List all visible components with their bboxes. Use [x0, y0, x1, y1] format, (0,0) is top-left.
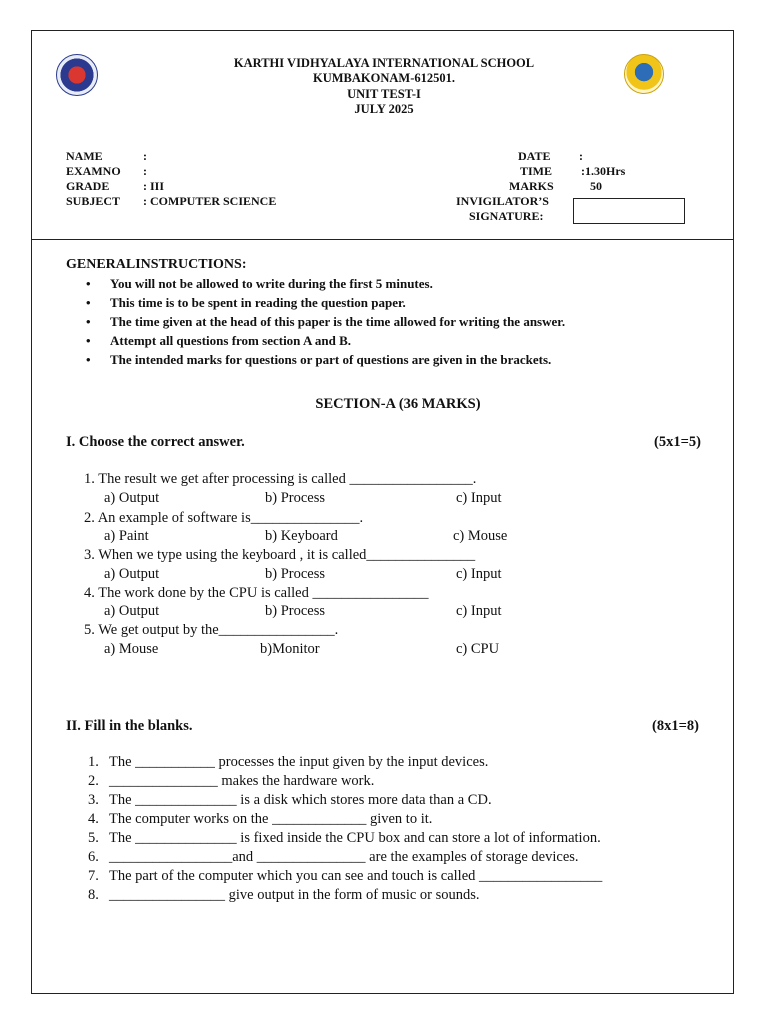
q5-option-c: c) CPU	[456, 641, 500, 657]
blank-number: 3.	[88, 792, 99, 808]
question-2: 2. An example of software is_______________.	[84, 510, 364, 526]
name-label: NAME	[66, 149, 103, 163]
question-4: 4. The work done by the CPU is called ________________	[84, 585, 429, 601]
header-divider	[31, 239, 734, 240]
blank-item: The part of the computer which you can see and touch is called _________________	[109, 868, 603, 884]
time-value: :1.30Hrs	[581, 164, 626, 178]
blank-item: _________________and _______________ are the examples of storage devices.	[109, 849, 579, 865]
q3-option-b: b) Process	[265, 566, 326, 582]
q2-option-a: a) Paint	[104, 528, 149, 544]
part1-marks: (5x1=5)	[654, 434, 701, 450]
blank-number: 5.	[88, 830, 99, 846]
q4-option-c: c) Input	[456, 603, 502, 619]
grade-label: GRADE	[66, 179, 110, 193]
question-5: 5. We get output by the________________.	[84, 622, 339, 638]
blank-item: The ______________ is fixed inside the CPU box and can store a lot of information.	[109, 830, 601, 846]
blank-number: 7.	[88, 868, 99, 884]
blank-number: 6.	[88, 849, 99, 865]
instruction-item: • You will not be allowed to write during the first 5 minutes.	[86, 276, 433, 291]
q2-option-b: b) Keyboard	[265, 528, 338, 544]
question-3: 3. When we type using the keyboard , it is called_______________	[84, 547, 476, 563]
part1-title: I. Choose the correct answer.	[66, 434, 245, 450]
marks-value: 50	[590, 179, 602, 193]
instruction-item: • This time is to be spent in reading the question paper.	[86, 295, 406, 310]
section-a-title: SECTION-A (36 MARKS)	[315, 396, 481, 412]
examno-value: :	[143, 164, 147, 178]
blank-item: ________________ give output in the form of music or sounds.	[109, 887, 480, 903]
test-name: UNIT TEST-I	[347, 87, 421, 101]
q5-option-a: a) Mouse	[104, 641, 159, 657]
examno-label: EXAMNO	[66, 164, 121, 178]
blank-item: The ___________ processes the input given by the input devices.	[109, 754, 489, 770]
marks-label: MARKS	[509, 179, 554, 193]
q4-option-b: b) Process	[265, 603, 326, 619]
blank-item: The ______________ is a disk which stores more data than a CD.	[109, 792, 492, 808]
q3-option-a: a) Output	[104, 566, 160, 582]
signature-label: SIGNATURE:	[469, 209, 544, 223]
name-value: :	[143, 149, 147, 163]
q1-option-a: a) Output	[104, 490, 160, 506]
instruction-item: • The time given at the head of this paper is the time allowed for writing the answer.	[86, 314, 566, 329]
part2-title: II. Fill in the blanks.	[66, 718, 193, 734]
q5-option-b: b)Monitor	[260, 641, 320, 657]
instruction-item: • Attempt all questions from section A and B.	[86, 333, 351, 348]
q3-option-c: c) Input	[456, 566, 502, 582]
blank-item: The computer works on the _____________ given to it.	[109, 811, 433, 827]
part2-marks: (8x1=8)	[652, 718, 699, 734]
subject-value: : COMPUTER SCIENCE	[143, 194, 277, 208]
q1-option-b: b) Process	[265, 490, 326, 506]
question-1: 1. The result we get after processing is called _________________.	[84, 471, 477, 487]
blank-number: 1.	[88, 754, 99, 770]
blank-number: 8.	[88, 887, 99, 903]
instructions-title: GENERALINSTRUCTIONS:	[66, 257, 247, 272]
signature-box	[573, 198, 685, 224]
instruction-item: • The intended marks for questions or part of questions are given in the brackets.	[86, 352, 552, 367]
school-address: KUMBAKONAM-612501.	[313, 71, 455, 85]
blank-number: 4.	[88, 811, 99, 827]
blank-item: _______________ makes the hardware work.	[109, 773, 375, 789]
subject-label: SUBJECT	[66, 194, 121, 208]
invigilator-label: INVIGILATOR’S	[456, 194, 549, 208]
q4-option-a: a) Output	[104, 603, 160, 619]
school-name: KARTHI VIDHYALAYA INTERNATIONAL SCHOOL	[233, 56, 535, 70]
blank-number: 2.	[88, 773, 99, 789]
q2-option-c: c) Mouse	[453, 528, 508, 544]
q1-option-c: c) Input	[456, 490, 502, 506]
grade-value: : III	[143, 179, 165, 193]
time-label: TIME	[520, 164, 553, 178]
date-value: :	[579, 149, 583, 163]
test-month: JULY 2025	[354, 102, 414, 116]
date-label: DATE	[518, 149, 551, 163]
